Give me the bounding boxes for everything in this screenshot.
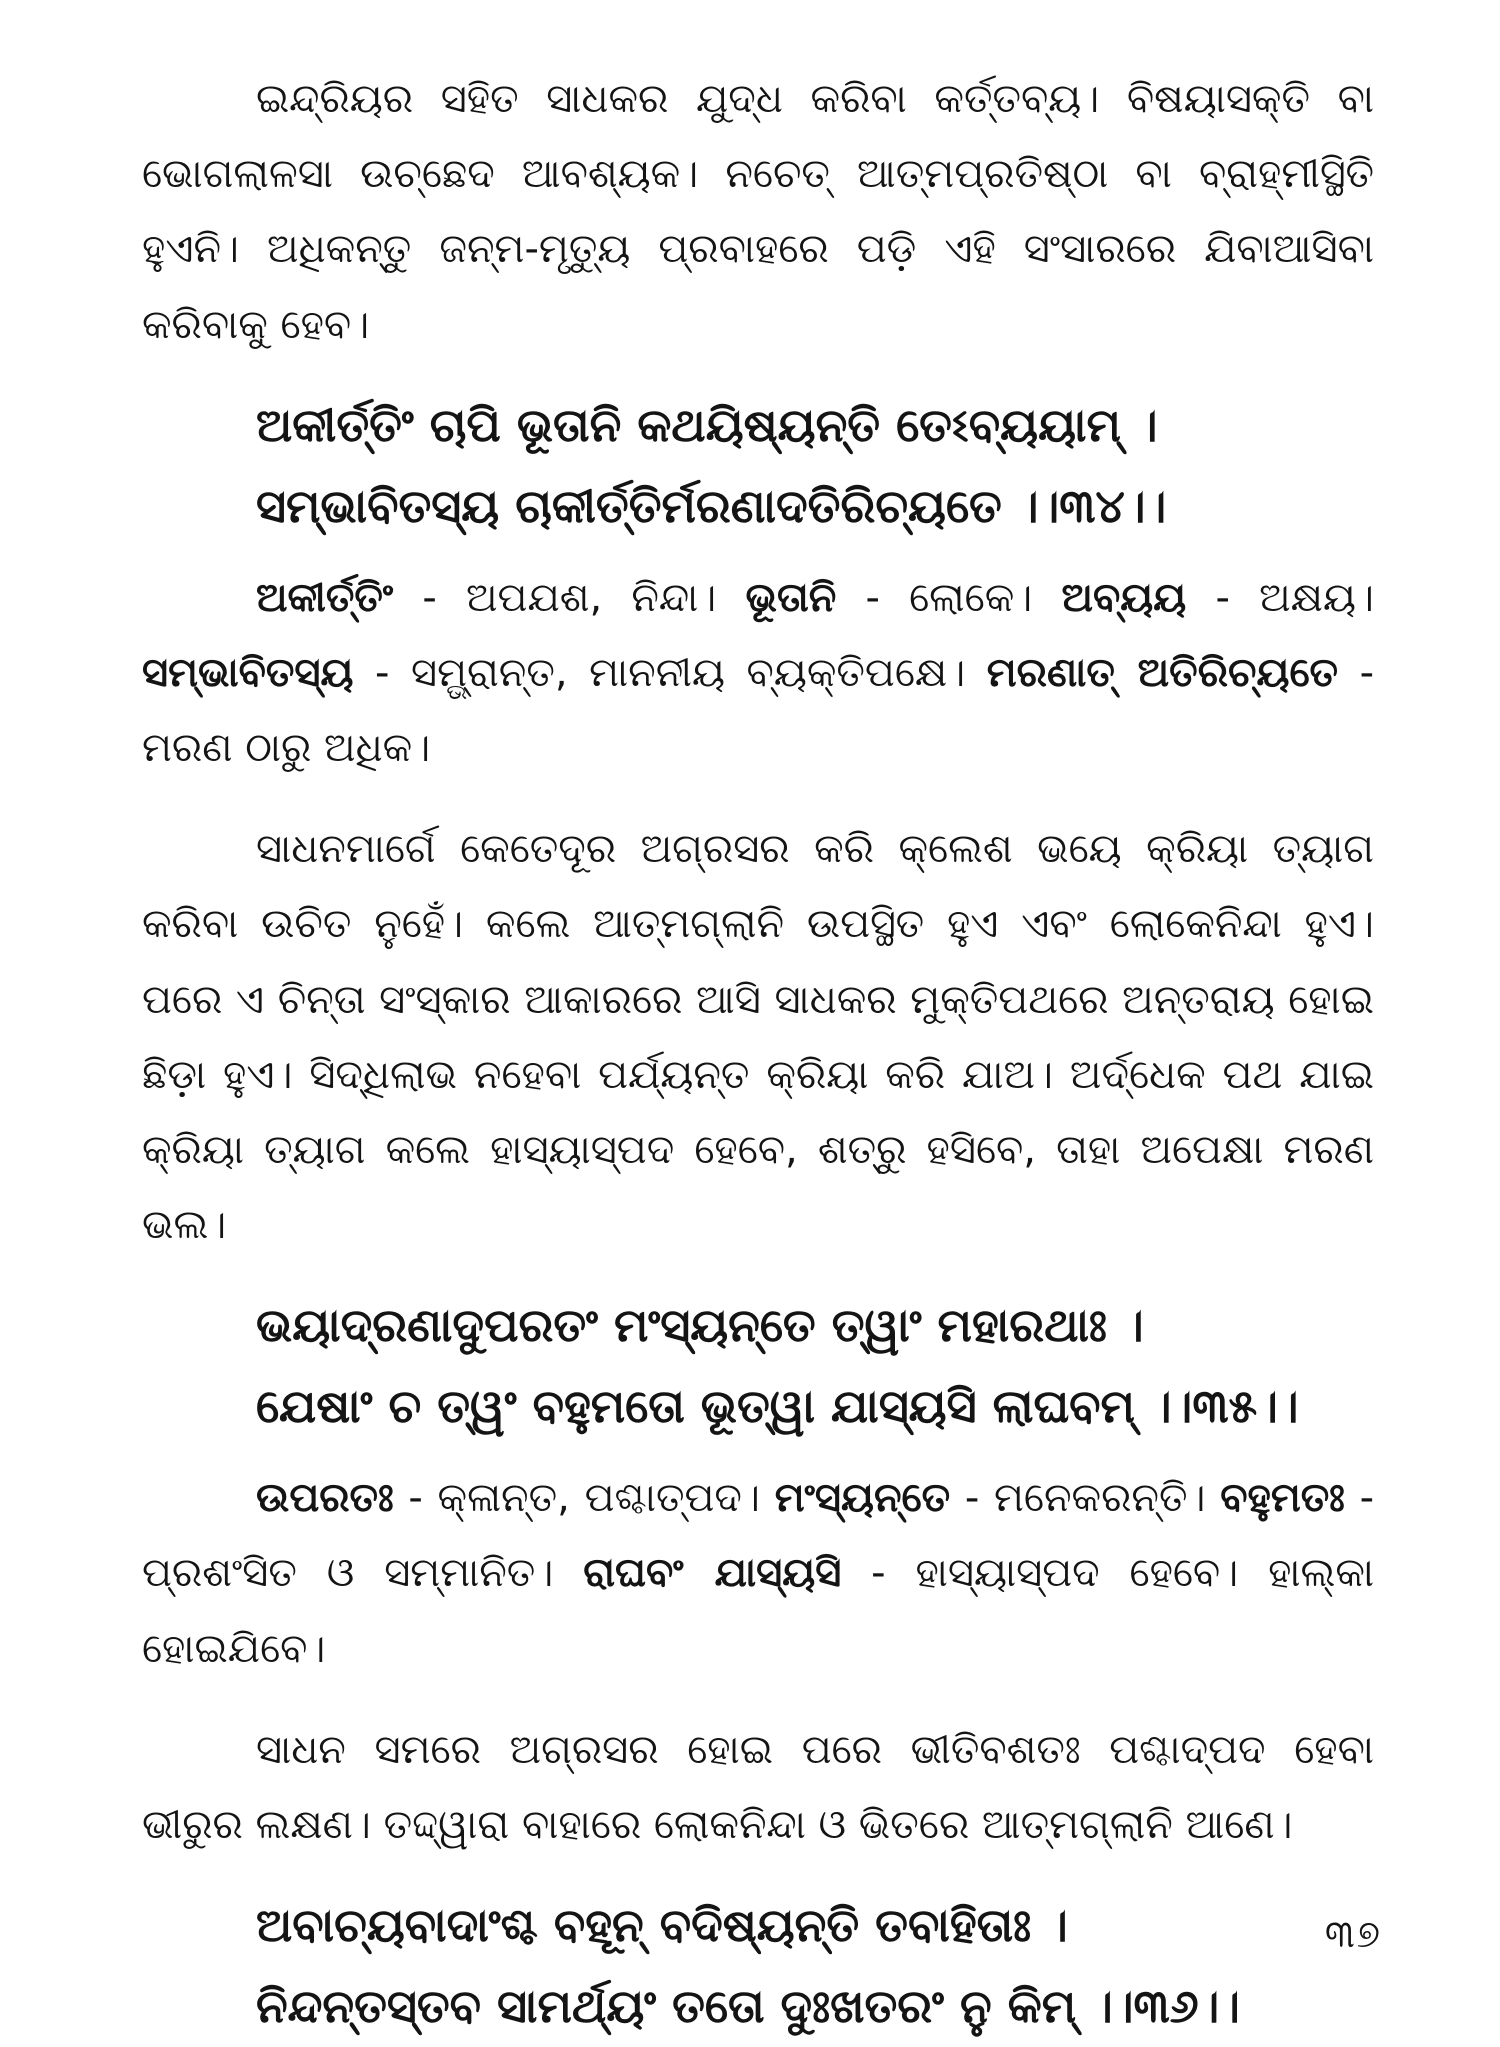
glossary-term: ସମ୍ଭାବିତସ୍ୟ — [142, 649, 354, 696]
verse-35-line-1: ଭୟାଦ୍ରଣାଦୁପରତଂ ମଂସ୍ୟନ୍ତେ ତ୍ୱାଂ ମହାରଥାଃ । — [256, 1298, 1144, 1353]
glossary-definition: - ଲୋକେ। — [865, 574, 1033, 621]
paragraph-intro: ଇନ୍ଦ୍ରିୟର ସହିତ ସାଧକର ଯୁଦ୍ଧ କରିବା କର୍ତ୍ତବ୍ୟ। ବିଷୟାସକ୍ତି ବା ଭୋଗଲାଳସା ଉଚ୍ଛେଦ ଆବଶ୍ୟକ। ନଚେତ୍ ଆତ୍ମପ୍ରତିଷ୍ଠା ବା ବ୍ରାହ୍ମୀସ୍ଥିତି ହୁଏନି। ଅଧିକନ୍ତୁ ଜନ୍ମ-ମୃତ୍ୟୁ ପ୍ରବାହରେ ପଡ଼ି ଏହି ସଂସାରରେ ଯିବାଆସିବା କରିବାକୁ ହେବ। — [142, 76, 1374, 348]
verse-34-line-1: ଅକୀର୍ତ୍ତିଂ ଚାପି ଭୂତାନି କଥୟିଷ୍ୟନ୍ତି ତେଽବ୍ୟୟାମ୍ । — [256, 397, 1158, 452]
glossary-definition: - ଅପଯଶ, ନିନ୍ଦା। — [422, 574, 717, 621]
verse-36 — [142, 1885, 1374, 2047]
page-number: ୩୭ — [1324, 1912, 1382, 1956]
verse-36-line-1: ଅବାଚ୍ୟବାଦାଂଶ୍ଚ ବହୂନ୍ ବଦିଷ୍ୟନ୍ତି ତବାହିତାଃ । — [256, 1898, 1068, 1953]
verse-34 — [142, 385, 1374, 547]
glossary-definition: - ହାସ୍ୟାସ୍ପଦ ହେବେ। ହାଲ୍‌କା ହୋଇଯିବେ। — [142, 1550, 1375, 1672]
glossary-34 — [142, 561, 1374, 787]
paragraph-commentary-34: ସାଧନମାର୍ଗେ କେତେଦୂର ଅଗ୍ରସର କରି କ୍ଲେଶ ଭୟେ କ୍ରିୟା ତ୍ୟାଗ କରିବା ଉଚିତ ନୁହେଁ। କଲେ ଆତ୍ମଗ୍ଲାନି ଉପସ୍ଥିତ ହୁଏ ଏବଂ ଲୋକେନିନ୍ଦା ହୁଏ। ପରେ ଏ ଚିନ୍ତା ସଂସ୍କାର ଆକାରରେ ଆସି ସାଧକର ମୁକ୍ତିପଥରେ ଅନ୍ତରାୟ ହୋଇ ଛିଡ଼ା ହୁଏ। ସିଦ୍ଧିଲାଭ ନହେବା ପର୍ଯ୍ୟନ୍ତ କ୍ରିୟା କରି ଯାଅ। ଅର୍ଦ୍ଧେକ ପଥ ଯାଇ କ୍ରିୟା ତ୍ୟାଗ କଲେ ହାସ୍ୟାସ୍ପଦ ହେବେ, ଶତ୍ରୁ ହସିବେ, ତାହା ଅପେକ୍ଷା ମରଣ ଭଲ। — [142, 826, 1374, 1249]
glossary-definition: - ଅକ୍ଷୟ। — [1215, 574, 1374, 621]
glossary-term: ରାଘବଂ ଯାସ୍ୟସି — [583, 1550, 842, 1597]
glossary-term: ଭୂତାନି — [745, 574, 837, 621]
glossary-definition: - ସମ୍ଭ୍ରାନ୍ତ, ମାନନୀୟ ବ୍ୟକ୍ତିପକ୍ଷେ। — [375, 649, 966, 696]
glossary-35 — [142, 1461, 1374, 1687]
verse-36-line-2: ନିନ୍ଦନ୍ତସ୍ତବ ସାମର୍ଥ୍ୟଂ ତତୋ ଦୁଃଖତରଂ ନୁ କିମ୍ ।।୩୬।। — [256, 1979, 1240, 2034]
paragraph-commentary-35: ସାଧନ ସମରେ ଅଗ୍ରସର ହୋଇ ପରେ ଭୀତିବଶତଃ ପଶ୍ଚାଦ୍‌ପଦ ହେବା ଭୀରୁର ଲକ୍ଷଣ। ତଦ୍ଦ୍ୱାରା ବାହାରେ ଲୋକନିନ୍ଦା ଓ ଭିତରେ ଆତ୍ମଗ୍ଲାନି ଆଣେ। — [142, 1726, 1374, 1848]
glossary-term: ମଂସ୍ୟନ୍ତେ — [774, 1475, 951, 1522]
glossary-term: ଉପରତଃ — [256, 1475, 394, 1522]
verse-35-line-2: ଯେଷାଂ ଚ ତ୍ୱଂ ବହୁମତୋ ଭୂତ୍ୱା ଯାସ୍ୟସି ଲାଘବମ୍ ।।୩୫।। — [256, 1379, 1299, 1434]
glossary-definition: - ପ୍ରଶଂସିତ ଓ ସମ୍ମାନିତ। — [142, 1475, 1374, 1597]
glossary-definition: - ମନେକରନ୍ତି। — [964, 1475, 1206, 1522]
glossary-definition: - କ୍ଳାନ୍ତ, ପଶ୍ଚାତ୍‌ପଦ। — [408, 1475, 760, 1522]
glossary-definition: - ମରଣ ଠାରୁ ଅଧିକ। — [142, 649, 1375, 772]
glossary-term: ଅକୀର୍ତ୍ତିଂ — [256, 574, 394, 621]
glossary-term: ମରଣାତ୍ ଅତିରିଚ୍ୟତେ — [986, 649, 1339, 696]
verse-34-line-2: ସମ୍ଭାବିତସ୍ୟ ଚାକୀର୍ତ୍ତିର୍ମରଣାଦତିରିଚ୍ୟତେ ।।୩୪।। — [256, 478, 1167, 533]
glossary-term: ବହୁମତଃ — [1220, 1475, 1345, 1522]
verse-35 — [142, 1285, 1374, 1447]
glossary-term: ଅବ୍ୟୟ — [1061, 574, 1187, 621]
